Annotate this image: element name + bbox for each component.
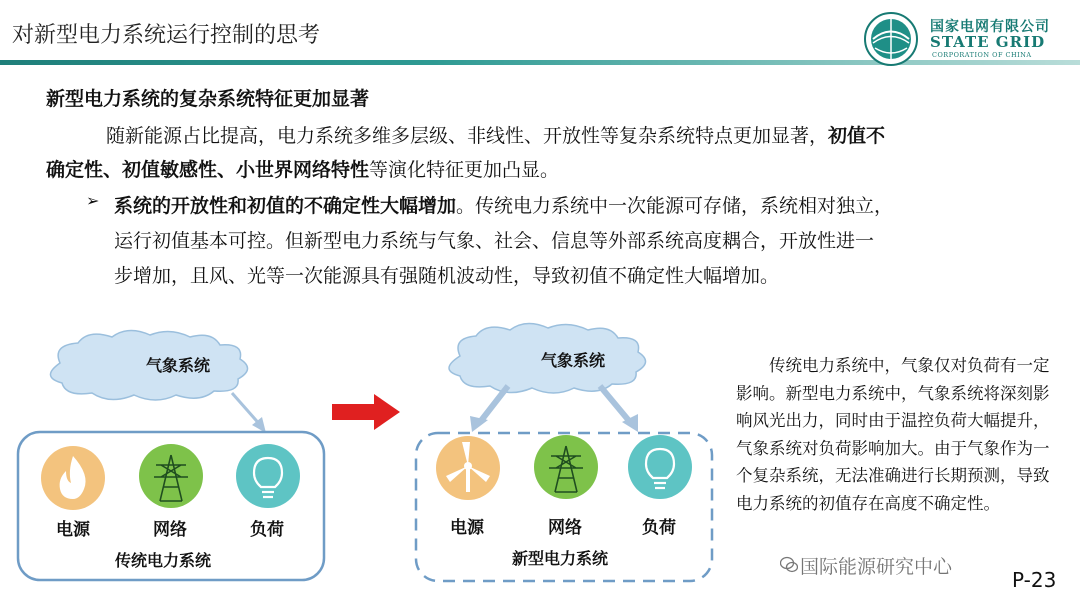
explanation-text: 传统电力系统中，气象仅对负荷有一定影响。新型电力系统中，气象系统将深刻影响风光出力，同时由于温控负荷大幅提升，气象系统对负荷影响加大。由于气象作为一个复杂系统，无法准确进行长期预测，导致电力系统的初值存在高度不确定性。 bbox=[736, 356, 1050, 513]
influence-arrow-left bbox=[480, 386, 508, 422]
cloud-label: 气象系统 bbox=[541, 351, 606, 370]
paragraph-emphasis: 初值不 bbox=[828, 125, 886, 147]
paragraph-text: 等演化特征更加凸显。 bbox=[369, 159, 560, 181]
paragraph-emphasis: 确定性、初值敏感性、小世界网络特性 bbox=[46, 159, 370, 181]
bullet-line: 步增加，且风、光等一次能源具有强随机波动性，导致初值不确定性大幅增加。 bbox=[114, 265, 780, 287]
logo-name-cn: 国家电网有限公司 bbox=[930, 19, 1050, 35]
system-label-new: 新型电力系统 bbox=[512, 549, 609, 568]
paragraph-line bbox=[46, 153, 559, 188]
bullet-emphasis: 系统的开放性和初值的不确定性大幅增加 bbox=[114, 195, 457, 217]
transition-arrow-icon bbox=[330, 392, 402, 432]
system-label-traditional: 传统电力系统 bbox=[115, 551, 212, 570]
section-heading: 新型电力系统的复杂系统特征更加显著 bbox=[46, 88, 370, 110]
load-circle bbox=[236, 444, 300, 508]
logo-name-en: STATE GRID bbox=[930, 33, 1046, 51]
wechat-icon bbox=[780, 556, 798, 574]
cloud-label: 气象系统 bbox=[146, 356, 211, 375]
logo-subtitle: CORPORATION OF CHINA bbox=[932, 51, 1032, 59]
paragraph-line bbox=[106, 119, 885, 154]
node-label-network: 网络 bbox=[548, 518, 582, 538]
node-label-source: 电源 bbox=[56, 520, 90, 540]
bullet-text: 。传统电力系统中一次能源可存储，系统相对独立， bbox=[456, 195, 894, 217]
influence-arrow-right bbox=[600, 386, 630, 422]
page-title: 对新型电力系统运行控制的思考 bbox=[12, 23, 321, 48]
bullet-arrow-icon: ➢ bbox=[86, 191, 100, 210]
node-label-load: 负荷 bbox=[250, 520, 284, 540]
network-circle bbox=[534, 435, 598, 499]
load-circle bbox=[628, 435, 692, 499]
bullet-line: 运行初值基本可控。但新型电力系统与气象、社会、信息等外部系统高度耦合，开放性进一 bbox=[114, 230, 875, 252]
node-label-load: 负荷 bbox=[642, 518, 676, 538]
network-circle bbox=[139, 444, 203, 508]
bullet-line bbox=[114, 189, 893, 224]
paragraph-text: 随新能源占比提高，电力系统多维多层级、非线性、开放性等复杂系统特点更加显著， bbox=[106, 125, 829, 147]
page-number: P-23 bbox=[1012, 568, 1057, 592]
node-label-source: 电源 bbox=[450, 518, 484, 538]
watermark-text: 国际能源研究中心 bbox=[800, 556, 953, 578]
state-grid-logo-icon bbox=[862, 10, 920, 68]
node-label-network: 网络 bbox=[153, 520, 187, 540]
